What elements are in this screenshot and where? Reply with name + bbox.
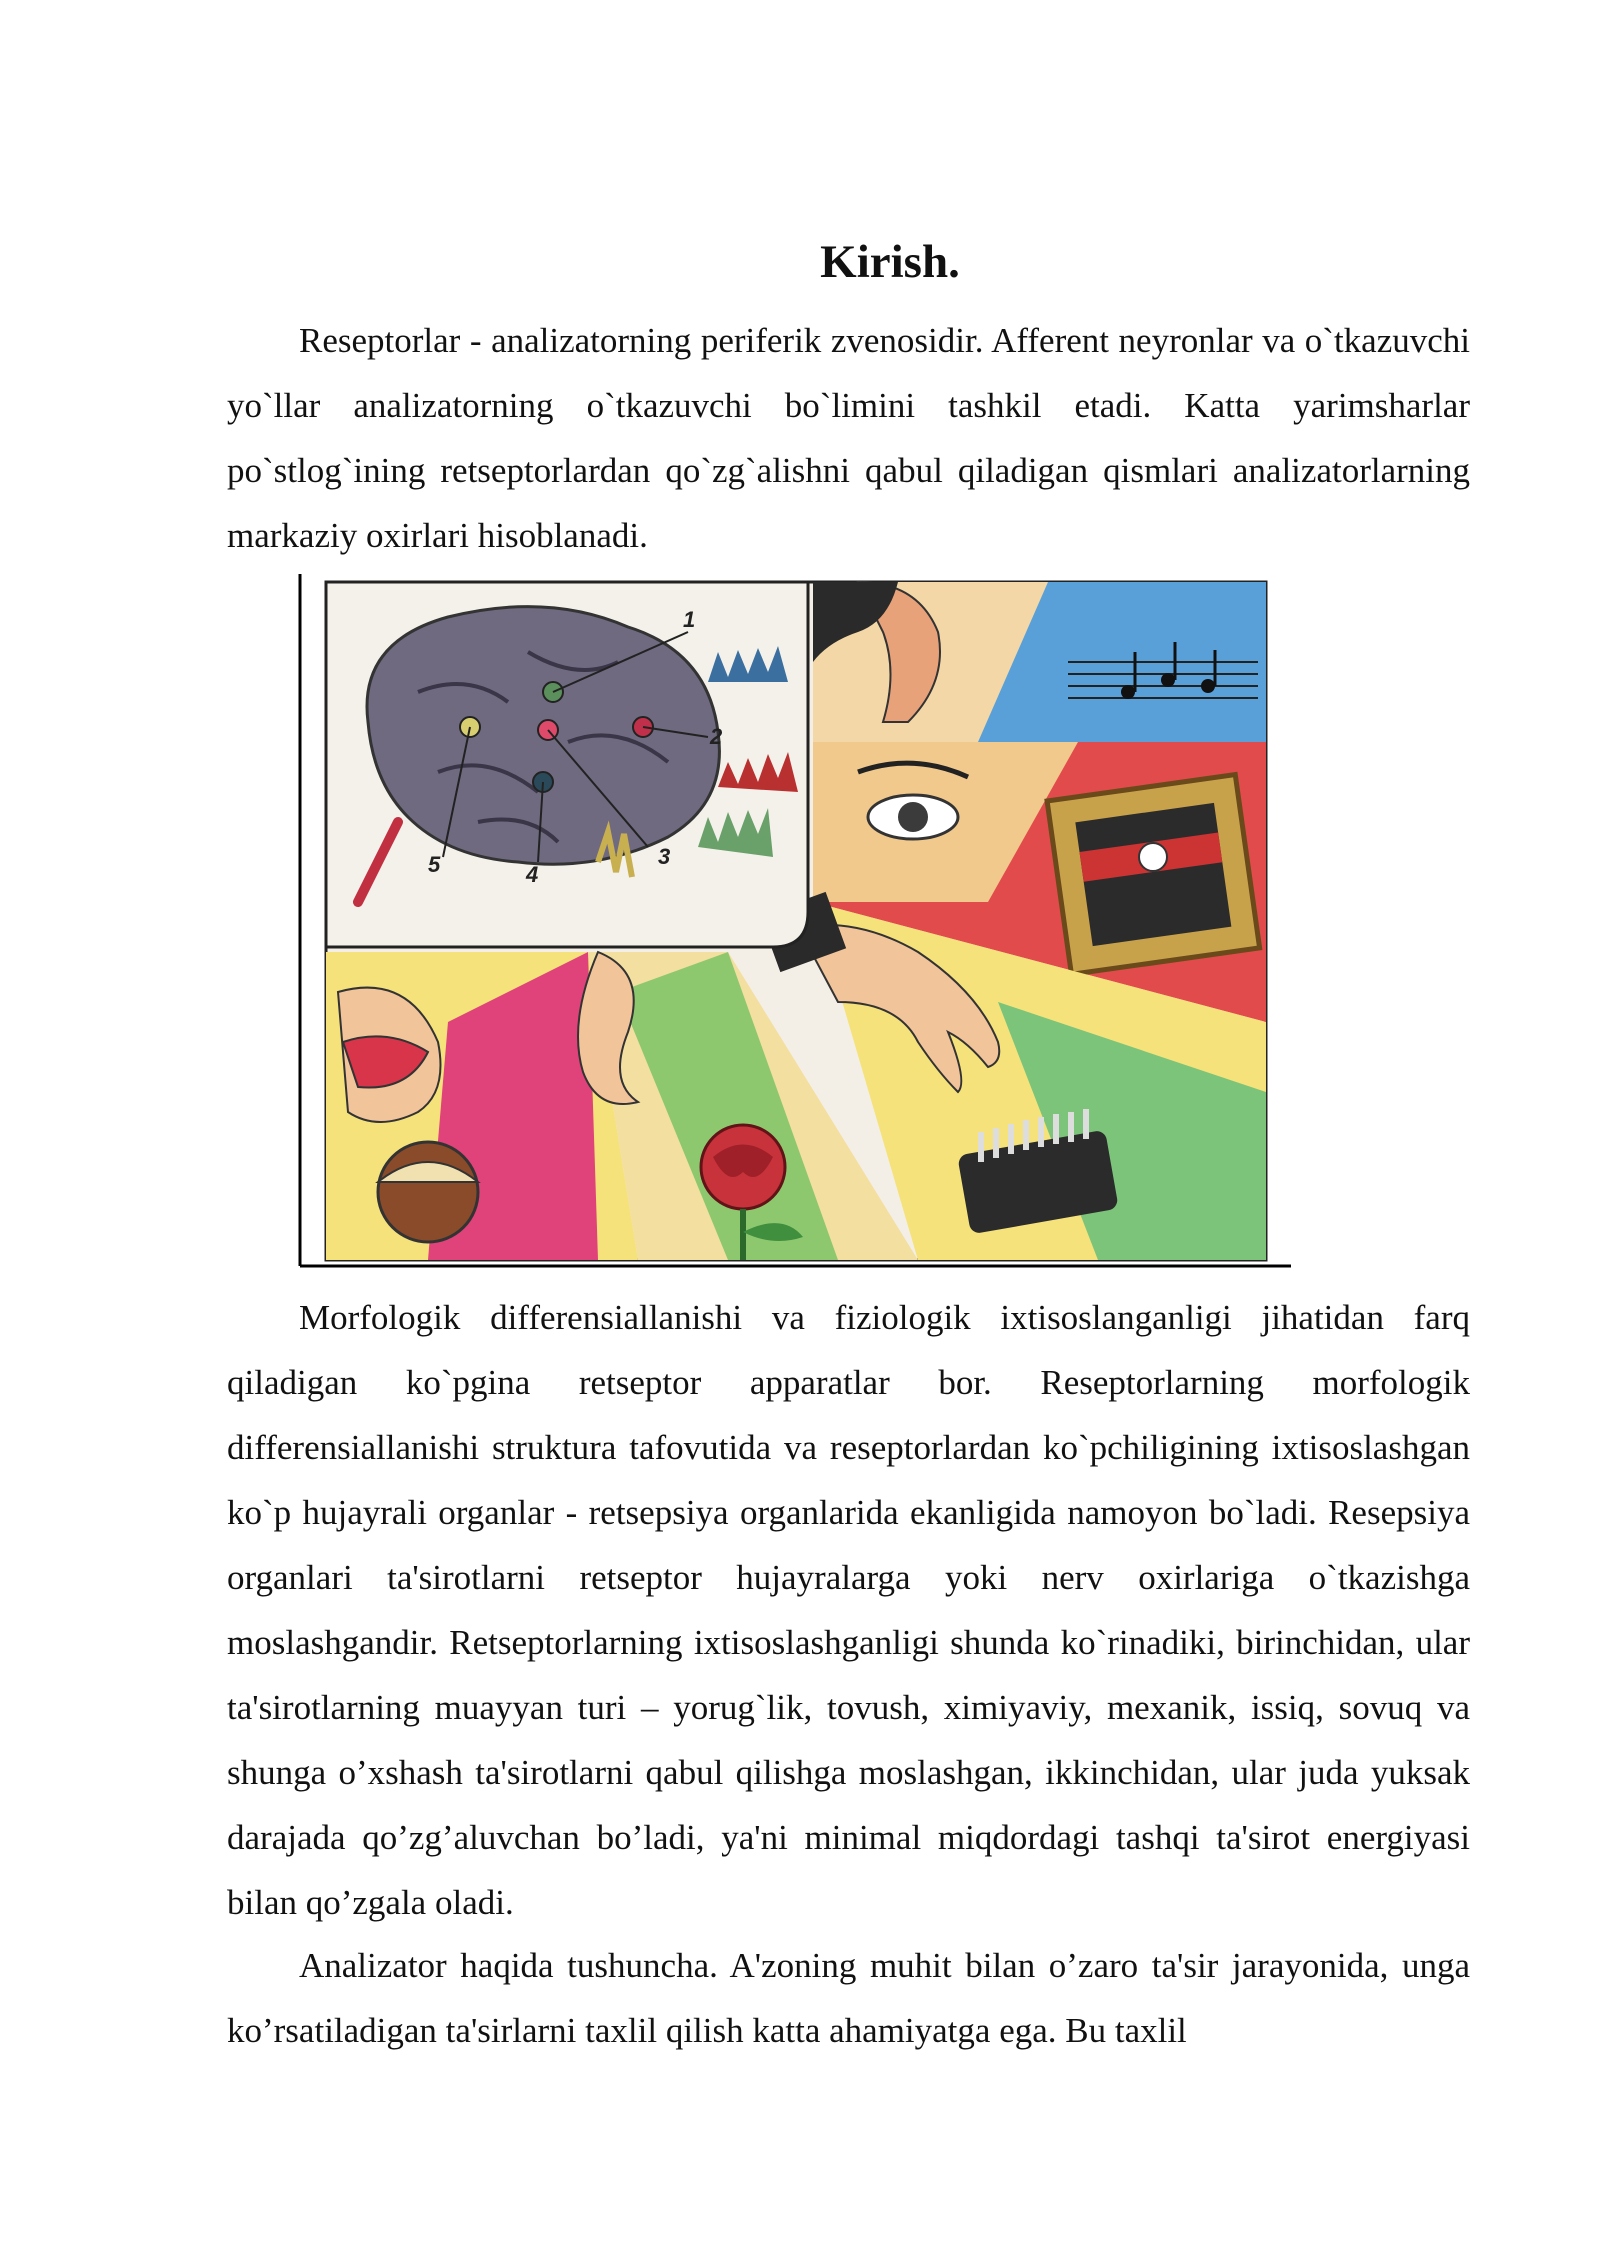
figure-label-5: 5 (428, 852, 441, 877)
figure-label-2: 2 (710, 724, 723, 749)
receptor-differentiation-paragraph: Morfologik differensiallanishi va fiziologik ixtisoslanganligi jihatidan farq qiladigan ko`pgina retseptor apparatlar bor. Reseptorlarning morfologik differensiallanishi struktura tafovutida va reseptorlardan ko`pchiligining ixtisoslashgan ko`p hujayrali organlar - retsepsiya organlarida ekanligida namoyon bo`ladi. Resepsiya organlari ta'sirotlarni retseptor hujayralarga yoki nerv oxirlariga o`tkazishga moslashgandir. Retseptorlarning ixtisoslashganligi shunda ko`rinadiki, birinchidan, ular ta'sirotlarning muayyan turi – yorug`lik, tovush, ximiyaviy, mexanik, issiq, sovuq va shunga o’xshash ta'sirotlarni qabul qilishga moslashgan, ikkinchidan, ular juda yuksak darajada qo’zg’aluvchan bo’ladi, ya'ni minimal miqdordagi tashqi ta'sirot energiyasi bilan qo’zgala oladi. (227, 1298, 1470, 1922)
page-title: Kirish. (820, 236, 960, 288)
intro-paragraph: Reseptorlar - analizatorning periferik zvenosidir. Afferent neyronlar va o`tkazuvchi yo`llar analizatorning o`tkazuvchi bo`limini tashkil etadi. Katta yarimsharlar po`stlog`ining retseptorlardan qo`zg`alishni qabul qiladigan qismlari analizatorlarning markaziy oxirlari hisoblanadi. (227, 321, 1470, 555)
figure-label-1: 1 (683, 607, 696, 632)
sensory-analyzers-illustration (298, 572, 1291, 1270)
figure-label-4: 4 (526, 862, 539, 887)
analyzer-concept-paragraph: Analizator haqida tushuncha. A'zoning muhit bilan o’zaro ta'sir jarayonida, unga ko’rsatiladigan ta'sirlarni taxlil qilish katta ahamiyatga ega. Bu taxlil (227, 1946, 1470, 2050)
figure-label-3: 3 (658, 844, 671, 869)
